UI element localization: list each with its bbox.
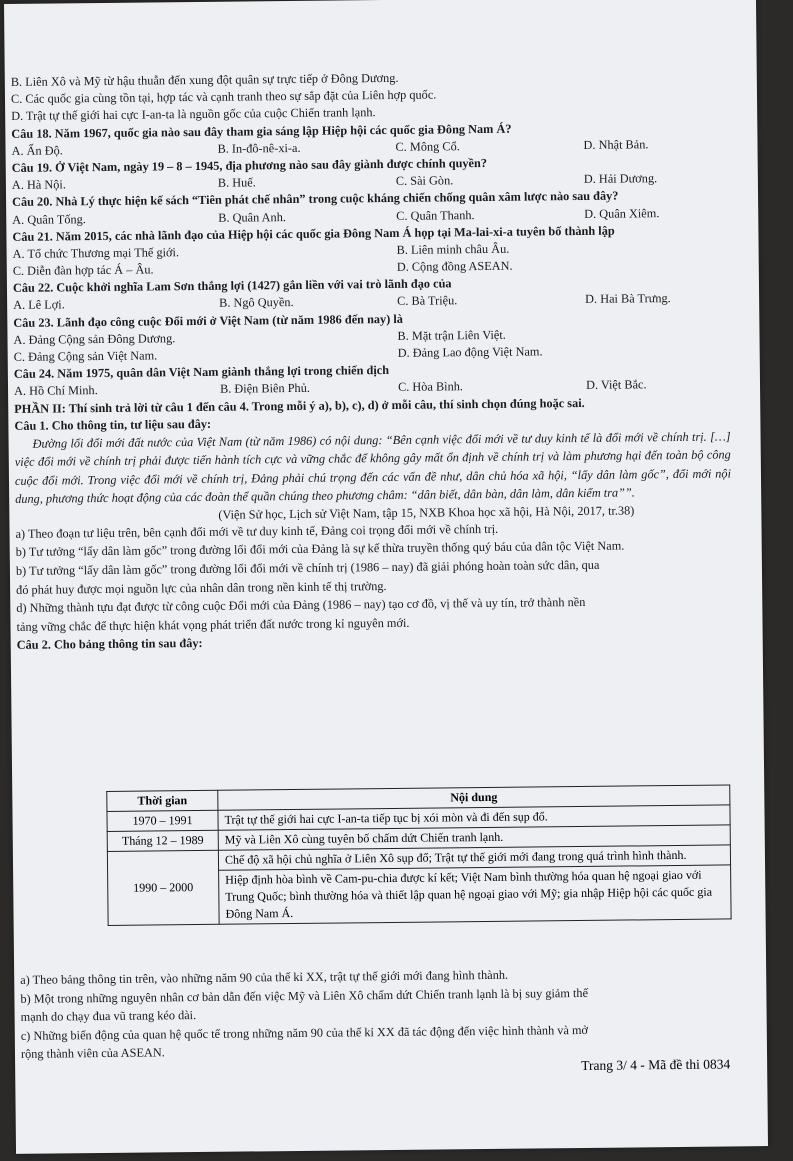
option-a: A. Hồ Chí Minh. — [13, 383, 98, 399]
question-text: Câu 21. Năm 2015, các nhà lãnh đạo của Hiệp hội các quốc gia Đông Nam Á họp tại Ma-lai-xi-a tuyên bố thành lập — [12, 223, 615, 244]
question-text: Câu 18. Năm 1967, quốc gia nào sau đây tham gia sáng lập Hiệp hội các quốc gia Đông Nam Á? — [11, 121, 512, 141]
statement-text: a) Theo đoạn tư liệu trên, bên cạnh đổi mới về tư duy kinh tế, Đảng coi trọng đổi mới về chính trị. — [15, 521, 499, 541]
option-c: C. Bà Triệu. — [397, 293, 458, 309]
statement-text: đó phát huy được mọi nguồn lực của nhân dân trong nền kinh tế thị trường. — [16, 578, 387, 597]
option-d: D. Nhật Bản. — [583, 137, 649, 152]
table-cell-time: Tháng 12 – 1989 — [107, 830, 218, 851]
option-d: D. Hai Bà Trưng. — [585, 291, 671, 307]
c2-statements — [14, 964, 739, 1065]
exam-content — [5, 66, 735, 654]
option-c: C. Diễn đàn hợp tác Á – Âu. — [12, 262, 154, 278]
statement-text: mạnh do chạy đua vũ trang kéo dài. — [20, 1008, 197, 1025]
option-b: B. Liên minh châu Âu. — [396, 241, 510, 257]
option-b: B. In-đô-nê-xi-a. — [217, 140, 301, 156]
statement-text: b) Tư tưởng “lấy dân làm gốc” trong đường lối đổi mới về chính trị (1986 – nay) đã giải phóng hoàn toàn sức dân, qua — [15, 557, 600, 578]
option-a: A. Hà Nội. — [11, 177, 66, 193]
table-header-time: Thời gian — [107, 790, 218, 811]
table-cell-content: Chế độ xã hội chủ nghĩa ở Liên Xô sụp đổ; Trật tự thế giới mới đang trong quá trình hình thành. — [218, 845, 730, 870]
option-b: B. Huế. — [217, 175, 256, 190]
option-b: B. Mặt trận Liên Việt. — [397, 327, 506, 343]
c1-source: (Viện Sử học, Lịch sử Việt Nam, tập 15, NXB Khoa học xã hội, Hà Nội, 2017, tr.38) — [218, 502, 635, 522]
c1-passage: Đường lối đổi mới đất nước của Việt Nam (từ năm 1986) có nội dung: “Bên cạnh việc đổi mới về tư duy kinh tế là đổi mới về chính trị. […] việc đổi mới về chính trị phải được tiến hành tích cực và vững chắc để không gây mất ổn định về chính trị và làm phương hại đến toàn bộ công cuộc đổi mới. Trong việc đổi mới về chính trị, Đảng phải chú trọng đến các vấn đề như, dân chủ hóa xã hội, “lấy dân làm gốc”, đổi mới nội dung, phương thức hoạt động của các đoàn thể quần chúng theo phương châm: “dân biết, dân bàn, dân làm, dân kiểm tra””. — [14, 429, 732, 507]
option-c: C. Sài Gòn. — [395, 173, 454, 189]
c2-intro: Câu 2. Cho bảng thông tin sau đây: — [16, 636, 203, 653]
option-d: D. Đảng Lao động Việt Nam. — [397, 344, 543, 360]
option-b: B. Quân Anh. — [218, 209, 286, 225]
statement-text: d) Những thành tựu đạt được từ công cuộc Đổi mới của Đảng (1986 – nay) tạo cơ đồ, vị thế và uy tín, trở thành nền — [16, 595, 586, 616]
statement-text: b) Tư tưởng “lấy dân làm gốc” trong đường lối đổi mới của Đảng là sự kế thừa truyền thống quý báu của dân tộc Việt Nam. — [15, 538, 625, 560]
page-footer — [581, 1056, 730, 1074]
table-cell-content: Trật tự thế giới hai cực I-an-ta tiếp tục bị xói mòn và đi đến sụp đổ. — [218, 805, 730, 830]
table-cell-time: 1990 – 2000 — [107, 850, 219, 925]
question-text: Câu 24. Năm 1975, quân dân Việt Nam giành thắng lợi trong chiến dịch — [13, 363, 390, 382]
option-c: C. Hòa Bình. — [397, 379, 464, 395]
footer-text: Trang 3/ 4 - Mã đề thi 0834 — [581, 1056, 731, 1074]
option-a: A. Tổ chức Thương mại Thế giới. — [12, 245, 180, 261]
question-text: Câu 20. Nhà Lý thực hiện kế sách “Tiên phát chế nhân” trong cuộc kháng chiến chống quân xâm lược nào sau đây? — [12, 188, 619, 210]
option-a: A. Quân Tống. — [12, 211, 86, 227]
table-cell-content: Mỹ và Liên Xô cùng tuyên bố chấm dứt Chiến tranh lạnh. — [218, 825, 730, 850]
statement-text: tảng vững chắc để thực hiện khát vọng phát triển đất nước trong kỉ nguyên mới. — [16, 615, 410, 634]
part-2-instructions: PHẦN II: Thí sinh trả lời từ câu 1 đến câu 4. Trong mỗi ý a), b), c), d) ở mỗi câu, thí sinh chọn đúng hoặc sai. — [14, 395, 585, 416]
option-text: B. Liên Xô và Mỹ từ hậu thuẫn đến xung đột quân sự trực tiếp ở Đông Dương. — [10, 70, 399, 89]
option-text: C. Các quốc gia cùng tồn tại, hợp tác và cạnh tranh theo sự sắp đặt của Liên hợp quốc. — [10, 87, 437, 107]
question-text: Câu 19. Ở Việt Nam, ngày 19 – 8 – 1945, địa phương nào sau đây giành được chính quyền? — [11, 155, 488, 175]
option-b: B. Điện Biên Phủ. — [219, 381, 310, 397]
c1-passage-block — [9, 427, 734, 508]
option-c: C. Mông Cổ. — [395, 138, 460, 154]
table-cell-time: 1970 – 1991 — [107, 810, 218, 831]
option-b: B. Ngô Quyền. — [219, 295, 294, 311]
statement-text: a) Theo bảng thông tin trên, vào những năm 90 của thế kỉ XX, trật tự thế giới mới đang hình thành. — [20, 967, 509, 987]
option-d: D. Cộng đồng ASEAN. — [396, 258, 513, 274]
c2-info-table — [106, 784, 731, 926]
option-d: D. Hải Dương. — [583, 171, 658, 187]
option-text: D. Trật tự thế giới hai cực I-an-ta là nguồn gốc của cuộc Chiến tranh lạnh. — [11, 105, 376, 124]
question-text: Câu 22. Cuộc khởi nghĩa Lam Sơn thắng lợi (1427) gắn liền với vai trò lãnh đạo của — [12, 276, 452, 296]
option-a: A. Lê Lợi. — [13, 297, 65, 313]
question-text: Câu 23. Lãnh đạo công cuộc Đổi mới ở Việt Nam (từ năm 1986 đến nay) là — [13, 311, 403, 330]
table-header-content: Nội dung — [218, 785, 730, 810]
option-c: C. Đảng Cộng sản Việt Nam. — [13, 348, 158, 364]
option-c: C. Quân Thanh. — [396, 207, 475, 223]
statement-text: b) Một trong những nguyên nhân cơ bản dẫn đến việc Mỹ và Liên Xô chấm dứt Chiến tranh lạnh là bị suy giảm thế — [20, 985, 589, 1006]
option-d: D. Quân Xiêm. — [584, 205, 660, 221]
option-a: A. Đảng Cộng sản Đông Dương. — [13, 331, 176, 347]
statement-text: rộng thành viên của ASEAN. — [20, 1045, 165, 1062]
c1-intro: Câu 1. Cho thông tin, tư liệu sau đây: — [14, 416, 212, 433]
table-cell-content: Hiệp định hòa bình về Cam-pu-chia được kí kết; Việt Nam bình thường hóa quan hệ ngoại giao với Trung Quốc; bình thường hóa và thiết lập quan hệ ngoại giao với Mỹ; gia nhập Hiệp hội các quốc gia Đông Nam Á. — [219, 865, 732, 924]
option-d: D. Việt Bắc. — [585, 377, 647, 393]
option-a: A. Ấn Độ. — [11, 143, 63, 158]
exam-page — [4, 0, 768, 1154]
statement-text: c) Những biến động của quan hệ quốc tế trong những năm 90 của thế kỉ XX đã tác động đến việc hình thành và mở — [20, 1022, 589, 1043]
